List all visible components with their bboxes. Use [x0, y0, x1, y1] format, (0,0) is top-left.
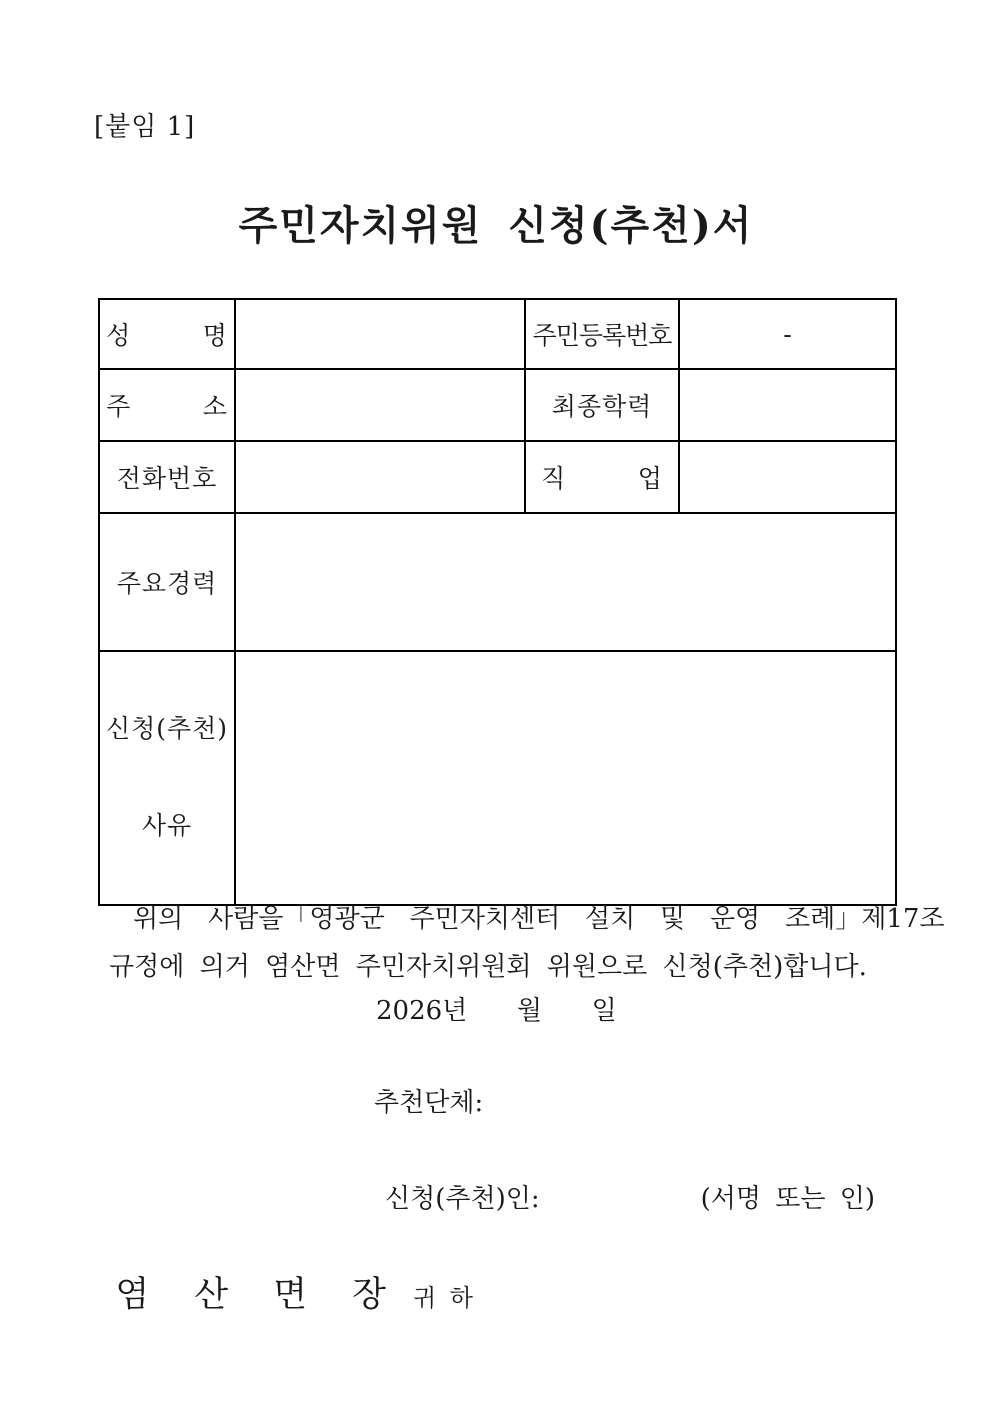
table-row-phone [99, 441, 896, 513]
recipient-honorific: 귀 하 [412, 1284, 473, 1312]
statement-line2: 규정에 의거 염산면 주민자치위원회 위원으로 신청(추천)합니다. [109, 952, 867, 982]
table-row-address [99, 369, 896, 441]
attachment-label: [붙임 1] [94, 112, 196, 142]
field-label-education: 최종학력 [525, 369, 679, 441]
field-label-phone: 전화번호 [99, 441, 235, 513]
name-value-cell [235, 299, 525, 369]
field-label-resident-reg-no: 주민등록번호 [525, 299, 679, 369]
education-value-cell [679, 369, 896, 441]
applicant-info-table [98, 298, 897, 906]
address-value-cell [235, 369, 525, 441]
reason-value-cell [235, 651, 896, 905]
table-row-name [99, 299, 896, 369]
signature-or-seal-note: (서명 또는 인) [700, 1184, 875, 1214]
statement-line1: 위의 사람을「영광군 주민자치센터 설치 및 운영 조례」제17조 [133, 904, 945, 934]
occupation-value-cell [679, 441, 896, 513]
phone-value-cell [235, 441, 525, 513]
field-label-address: 주 소 [99, 369, 235, 441]
date-line: 2026년 월 일 [376, 996, 617, 1026]
applicant-signature-row [385, 1178, 895, 1215]
page-title: 주민자치위원 신청(추천)서 [238, 202, 754, 249]
field-label-career: 주요경력 [99, 513, 235, 651]
field-label-name: 성 명 [99, 299, 235, 369]
table-row-career [99, 513, 896, 651]
career-value-cell [235, 513, 896, 651]
recipient-addressee: 염 산 면 장 [115, 1275, 387, 1315]
field-label-reason [99, 651, 235, 905]
resident-reg-no-value-cell: - [679, 299, 896, 369]
table-row-reason [99, 651, 896, 905]
applicant-label: 신청(추천)인: [385, 1184, 540, 1214]
field-label-reason-line2: 사유 [141, 810, 193, 840]
recipient-line [95, 1248, 473, 1336]
field-label-reason-line1: 신청(추천) [105, 714, 229, 743]
field-label-occupation: 직 업 [525, 441, 679, 513]
recommending-org-label: 추천단체: [374, 1088, 484, 1118]
